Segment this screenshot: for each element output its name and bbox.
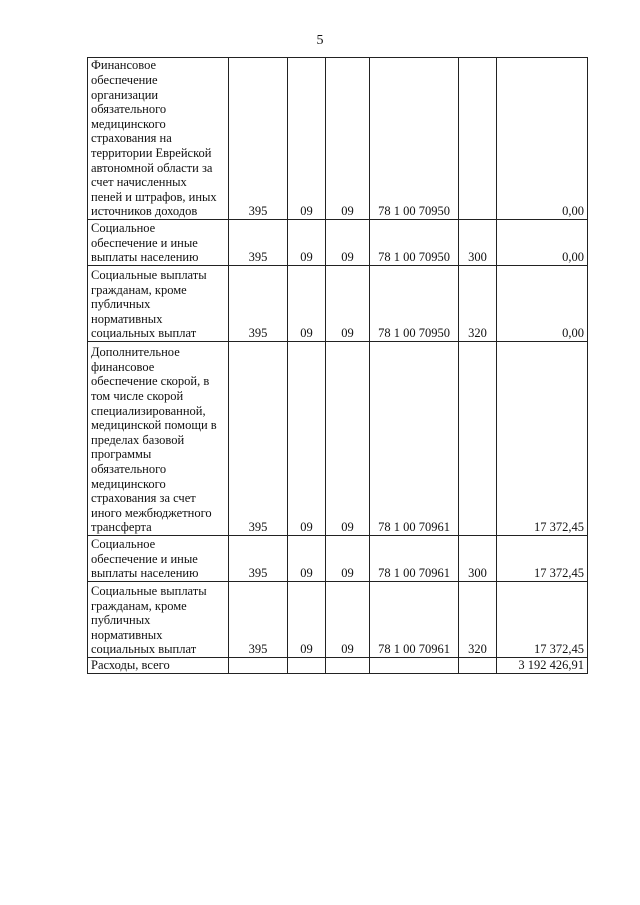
- amount: 0,00: [497, 266, 588, 342]
- amount: 0,00: [497, 58, 588, 220]
- amount: 0,00: [497, 220, 588, 266]
- table-row: [88, 58, 588, 220]
- expense-type-code: [459, 58, 497, 220]
- expense-type-code: 320: [459, 582, 497, 658]
- total-amount: 3 192 426,91: [497, 658, 588, 674]
- expense-type-code: 300: [459, 220, 497, 266]
- amount: 17 372,45: [497, 582, 588, 658]
- expense-type-code: 320: [459, 266, 497, 342]
- total-row: [88, 658, 588, 674]
- subsection-code: 09: [326, 536, 370, 582]
- row-name: Социальное обеспечение и иные выплаты населению: [88, 220, 229, 266]
- target-article-code: 78 1 00 70950: [370, 58, 459, 220]
- row-name: Дополнительное финансовое обеспечение скорой, в том числе скорой специализированной, медицинской помощи в пределах базовой программы обязательного медицинского страхования за счет иного межбюджетного трансферта: [88, 342, 229, 536]
- table-row: [88, 220, 588, 266]
- expense-type-code: [459, 342, 497, 536]
- empty-cell: [288, 658, 326, 674]
- target-article-code: 78 1 00 70950: [370, 220, 459, 266]
- empty-cell: [370, 658, 459, 674]
- section-code: 09: [288, 220, 326, 266]
- subsection-code: 09: [326, 220, 370, 266]
- subsection-code: 09: [326, 266, 370, 342]
- empty-cell: [229, 658, 288, 674]
- row-name: Социальные выплаты гражданам, кроме публичных нормативных социальных выплат: [88, 582, 229, 658]
- row-name: Социальное обеспечение и иные выплаты населению: [88, 536, 229, 582]
- section-code: 09: [288, 536, 326, 582]
- target-article-code: 78 1 00 70950: [370, 266, 459, 342]
- page-number: 5: [316, 33, 324, 48]
- expense-type-code: 300: [459, 536, 497, 582]
- subsection-code: 09: [326, 342, 370, 536]
- ministry-code: 395: [229, 58, 288, 220]
- empty-cell: [326, 658, 370, 674]
- amount: 17 372,45: [497, 342, 588, 536]
- budget-table: [87, 57, 588, 674]
- budget-table-body: [88, 58, 588, 674]
- ministry-code: 395: [229, 582, 288, 658]
- row-name: Социальные выплаты гражданам, кроме публичных нормативных социальных выплат: [88, 266, 229, 342]
- subsection-code: 09: [326, 582, 370, 658]
- target-article-code: 78 1 00 70961: [370, 582, 459, 658]
- table-row: [88, 342, 588, 536]
- table-row: [88, 536, 588, 582]
- amount: 17 372,45: [497, 536, 588, 582]
- ministry-code: 395: [229, 342, 288, 536]
- total-label: Расходы, всего: [88, 658, 229, 674]
- ministry-code: 395: [229, 266, 288, 342]
- row-name: Финансовое обеспечение организации обязательного медицинского страхования на территории Еврейской автономной области за счет начисленных пеней и штрафов, иных источников доходов: [88, 58, 229, 220]
- target-article-code: 78 1 00 70961: [370, 342, 459, 536]
- section-code: 09: [288, 342, 326, 536]
- ministry-code: 395: [229, 220, 288, 266]
- section-code: 09: [288, 266, 326, 342]
- subsection-code: 09: [326, 58, 370, 220]
- target-article-code: 78 1 00 70961: [370, 536, 459, 582]
- table-row: [88, 266, 588, 342]
- table-row: [88, 582, 588, 658]
- empty-cell: [459, 658, 497, 674]
- section-code: 09: [288, 58, 326, 220]
- section-code: 09: [288, 582, 326, 658]
- ministry-code: 395: [229, 536, 288, 582]
